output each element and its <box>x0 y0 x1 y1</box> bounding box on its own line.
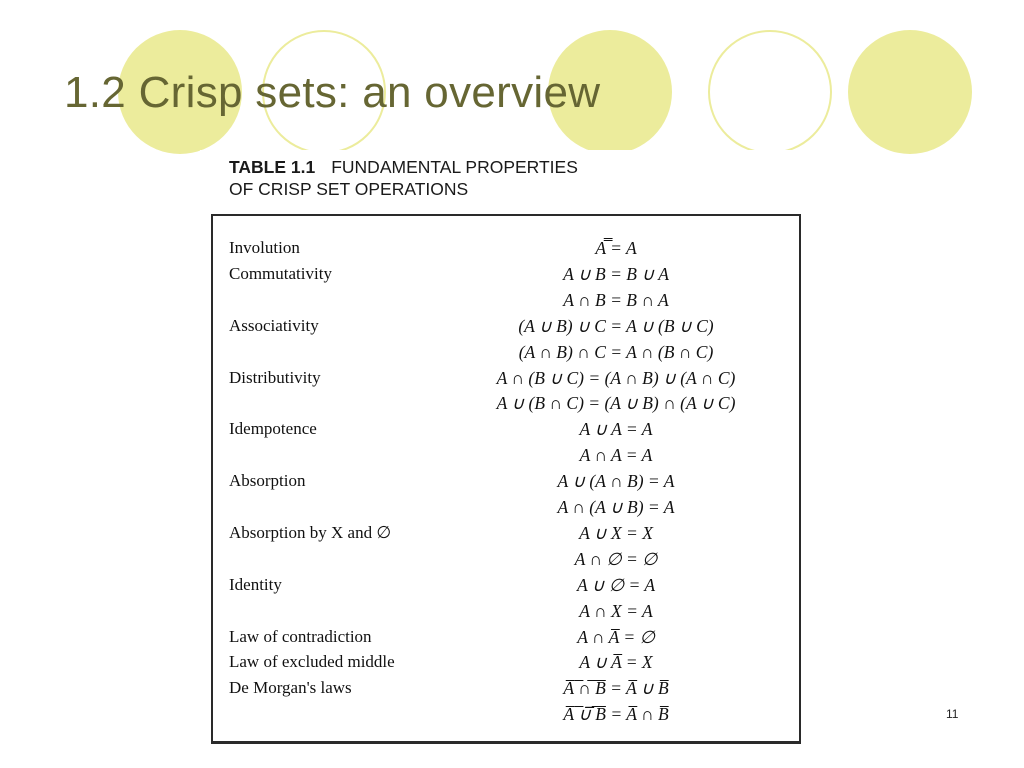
slide-title: 1.2 Crisp sets: an overview <box>64 68 601 117</box>
property-law: A̅ ̅∩̅ ̅B̅ = A̅ ∪ B̅ <box>563 678 669 699</box>
table-row <box>213 366 799 392</box>
property-law: A ∩ (B ∪ C) = (A ∩ B) ∪ (A ∩ C) <box>496 367 736 388</box>
table-scan <box>200 150 820 758</box>
property-law: A ∩ B = B ∩ A <box>563 289 669 310</box>
property-name: Absorption <box>229 471 306 491</box>
property-name: Idempotence <box>229 419 317 439</box>
decor-circle-filled-3 <box>848 30 972 154</box>
table-row <box>213 625 799 651</box>
decor-circle-outline-2 <box>708 30 832 154</box>
property-name: Identity <box>229 574 282 594</box>
property-law: (A ∪ B) ∪ C = A ∪ (B ∪ C) <box>518 315 714 336</box>
table-row <box>213 547 799 573</box>
table-row <box>213 469 799 495</box>
property-law: A ∩ A̅ = ∅ <box>577 626 655 647</box>
table-row <box>213 340 799 366</box>
table-row <box>213 262 799 288</box>
table-row <box>213 314 799 340</box>
properties-table <box>211 214 801 744</box>
property-law: A ∪ (B ∩ C) = (A ∪ B) ∩ (A ∪ C) <box>496 393 736 414</box>
table-row <box>213 650 799 676</box>
table-heading-line-2: OF CRISP SET OPERATIONS <box>229 179 469 199</box>
table-row <box>213 443 799 469</box>
property-name: Law of contradiction <box>229 626 372 646</box>
property-law: A ∪ X = X <box>579 522 653 543</box>
property-name: De Morgan's laws <box>229 678 352 698</box>
table-row <box>213 417 799 443</box>
property-name: Involution <box>229 238 300 257</box>
table-heading-line-1: FUNDAMENTAL PROPERTIES <box>331 157 578 177</box>
property-law: A ∩ X = A <box>579 600 653 621</box>
property-law: A ∪ B = B ∪ A <box>563 263 669 284</box>
property-law: A ∩ (A ∪ B) = A <box>557 497 675 517</box>
property-law: A̅ ̅∪̅ ̅B̅ = A̅ ∩ B̅ <box>563 704 669 725</box>
property-name: Associativity <box>229 315 319 335</box>
table-caption <box>229 156 578 200</box>
table-row <box>213 599 799 625</box>
caption-line-1 <box>229 156 578 178</box>
property-name: Law of excluded middle <box>229 652 395 672</box>
property-law: A ∪ ∅ = A <box>576 574 656 595</box>
property-name: Absorption by X and ∅ <box>229 522 392 542</box>
table-row <box>213 288 799 314</box>
property-law: A ∩ A = A <box>579 445 653 466</box>
table-row <box>213 391 799 417</box>
table-row <box>213 521 799 547</box>
table-row <box>213 573 799 599</box>
property-law: A ∪ A = A <box>579 419 653 440</box>
property-law: A ∪ A̅ = X <box>579 652 653 673</box>
property-law: (A ∩ B) ∩ C = A ∩ (B ∩ C) <box>518 341 714 362</box>
property-name: Distributivity <box>229 367 321 387</box>
table-label: TABLE 1.1 <box>229 157 316 177</box>
slide-number: 11 <box>946 707 959 721</box>
table-row <box>213 676 799 702</box>
property-name: Commutativity <box>229 263 332 283</box>
property-law: A ∩ ∅ = ∅ <box>574 548 658 569</box>
table-row <box>213 702 799 728</box>
property-law: A̿ = A <box>595 238 637 258</box>
property-law: A ∪ (A ∩ B) = A <box>557 471 675 492</box>
table-row <box>213 495 799 521</box>
table-row <box>213 236 799 262</box>
